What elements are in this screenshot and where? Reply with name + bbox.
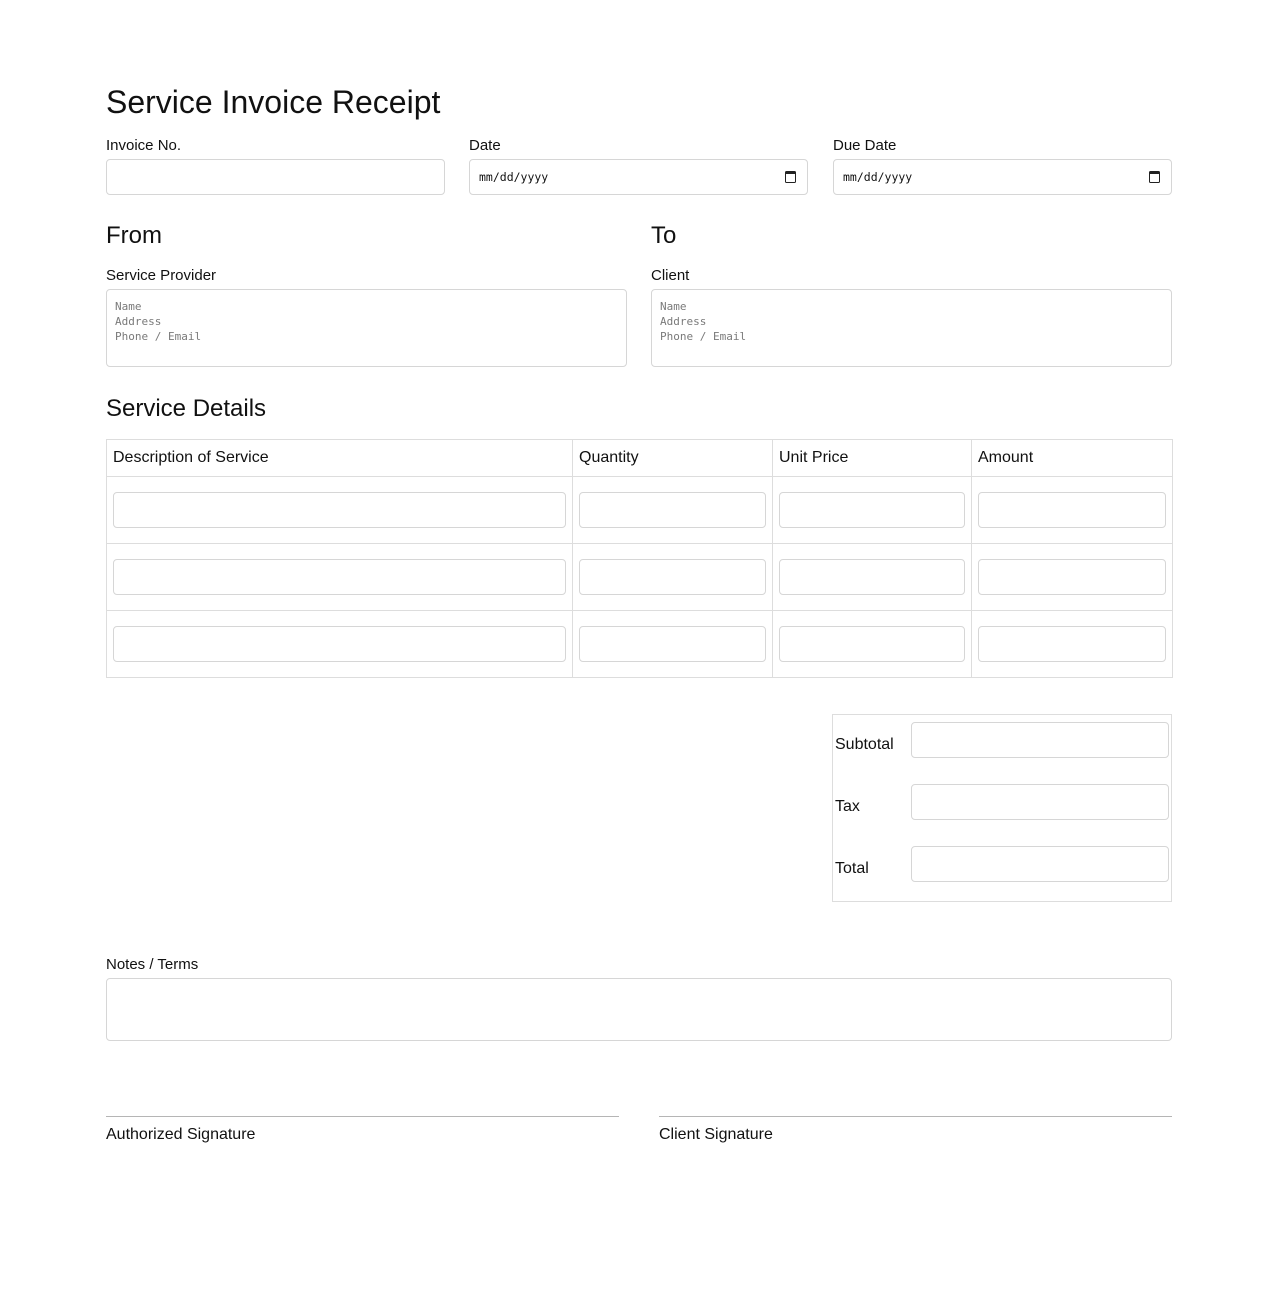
quantity-input[interactable]	[579, 492, 766, 528]
placeholder-name: Name	[115, 300, 142, 313]
authorized-signature-block	[106, 1116, 619, 1143]
description-input[interactable]	[113, 559, 566, 595]
amount-input[interactable]	[978, 559, 1166, 595]
calendar-icon[interactable]	[785, 171, 796, 183]
client-signature-block	[659, 1116, 1172, 1143]
client-signature-label: Client Signature	[659, 1126, 773, 1143]
column-header-description: Description of Service	[107, 440, 573, 477]
placeholder-phone-email: Phone / Email	[115, 330, 202, 343]
column-header-unit-price: Unit Price	[773, 440, 972, 477]
placeholder-name: Name	[660, 300, 687, 313]
quantity-input[interactable]	[579, 626, 766, 662]
tax-input[interactable]	[911, 784, 1169, 820]
subtotal-label: Subtotal	[835, 736, 894, 753]
notes-label: Notes / Terms	[106, 956, 199, 973]
signature-line	[106, 1116, 619, 1117]
from-heading: From	[106, 222, 162, 249]
column-header-amount: Amount	[972, 440, 1173, 477]
subtotal-input[interactable]	[911, 722, 1169, 758]
table-row	[107, 477, 1173, 544]
table-header-row	[107, 440, 1173, 477]
due-date-input[interactable]	[833, 159, 1172, 195]
service-provider-textarea[interactable]	[106, 289, 627, 367]
total-input[interactable]	[911, 846, 1169, 882]
client-textarea[interactable]	[651, 289, 1172, 367]
tax-row	[833, 784, 1171, 820]
notes-textarea[interactable]	[106, 978, 1172, 1041]
unit-price-input[interactable]	[779, 492, 965, 528]
placeholder-address: Address	[115, 315, 162, 328]
date-label: Date	[469, 137, 501, 154]
description-input[interactable]	[113, 492, 566, 528]
placeholder-phone-email: Phone / Email	[660, 330, 747, 343]
table-row	[107, 544, 1173, 611]
date-input[interactable]	[469, 159, 808, 195]
calendar-icon[interactable]	[1149, 171, 1160, 183]
placeholder-address: Address	[660, 315, 707, 328]
table-row	[107, 611, 1173, 678]
client-label: Client	[651, 267, 690, 284]
date-placeholder: mm/dd/yyyy	[479, 170, 549, 184]
totals-box	[832, 714, 1172, 902]
service-details-heading: Service Details	[106, 395, 267, 422]
amount-input[interactable]	[978, 626, 1166, 662]
unit-price-input[interactable]	[779, 559, 965, 595]
authorized-signature-label: Authorized Signature	[106, 1126, 256, 1143]
subtotal-row	[833, 722, 1171, 758]
total-label: Total	[835, 860, 869, 877]
due-date-label: Due Date	[833, 137, 897, 154]
column-header-quantity: Quantity	[573, 440, 773, 477]
amount-input[interactable]	[978, 492, 1166, 528]
invoice-no-label: Invoice No.	[106, 137, 182, 154]
page-title: Service Invoice Receipt	[106, 84, 441, 120]
unit-price-input[interactable]	[779, 626, 965, 662]
due-date-placeholder: mm/dd/yyyy	[843, 170, 913, 184]
signature-line	[659, 1116, 1172, 1117]
service-provider-label: Service Provider	[106, 267, 217, 284]
service-items-table	[106, 439, 1173, 678]
total-row	[833, 846, 1171, 882]
to-heading: To	[651, 222, 677, 249]
quantity-input[interactable]	[579, 559, 766, 595]
tax-label: Tax	[835, 798, 860, 815]
description-input[interactable]	[113, 626, 566, 662]
invoice-no-input[interactable]	[106, 159, 445, 195]
